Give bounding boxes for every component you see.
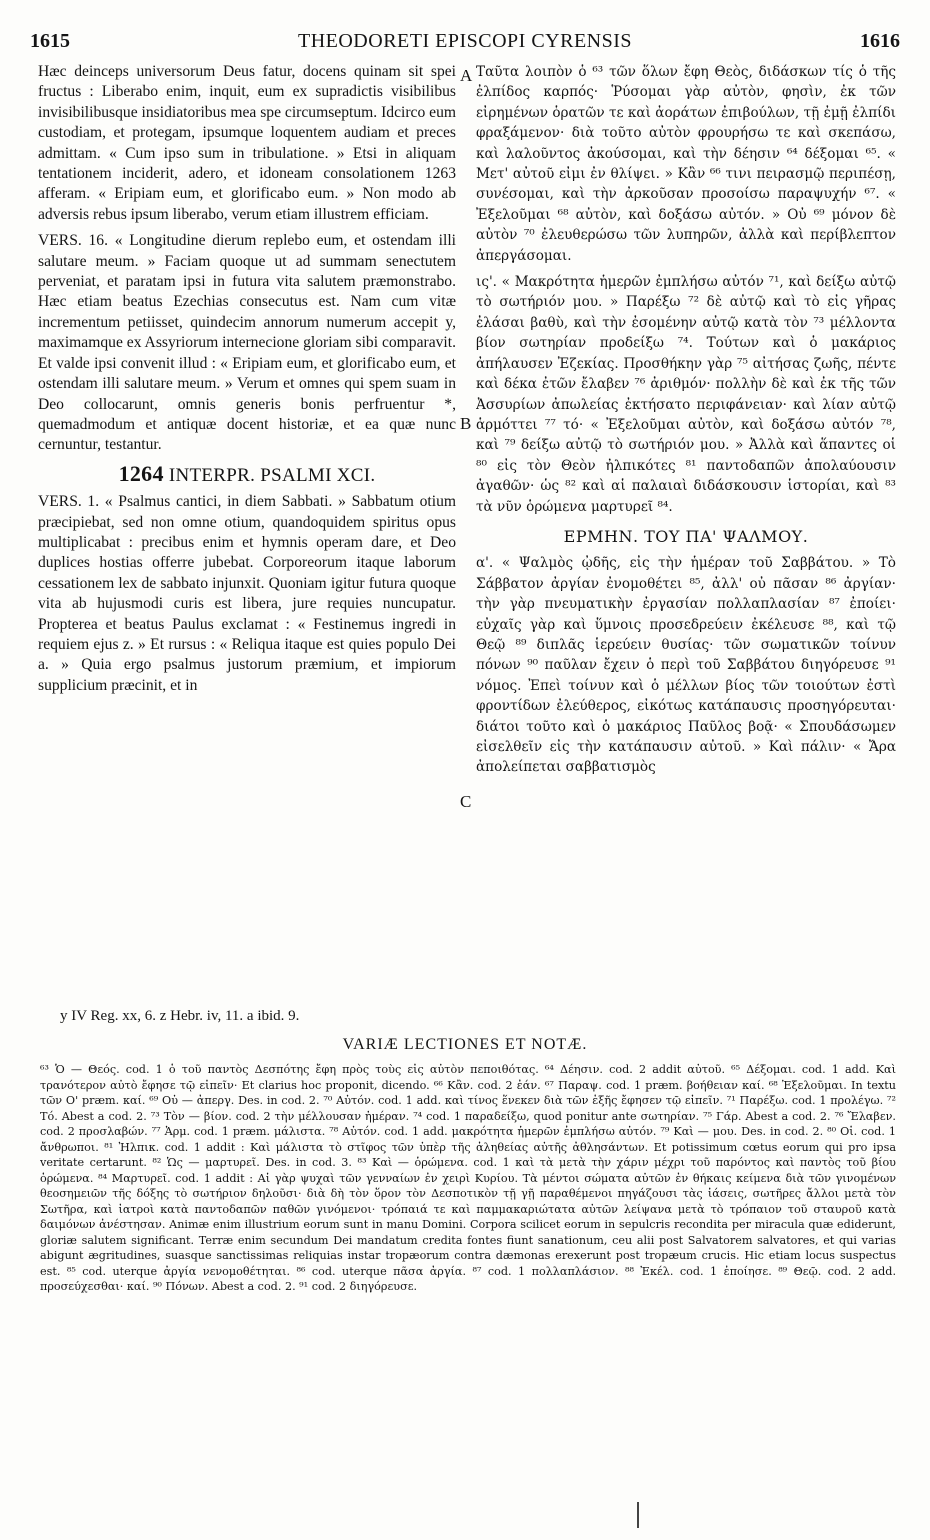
section-title: INTERPR. PSALMI XCI. [168,464,376,486]
page-number-right: 1616 [860,30,900,52]
greek-section-heading: ΕΡΜΗΝ. ΤΟΥ ΠΑ' ΨΑΛΜΟΥ. [563,526,809,546]
column-number: 1264 [118,460,164,486]
latin-paragraph: Hæc deinceps universorum Deus fatur, docens quinam sit spei fructus : Liberabo enim, inquit, eum ex supradictis visibilibus invisibilibusque insidiatoribus mea spe circumseptum. Idcirco eum custodiam, et protegam, ipsumque loquentem audiam et preces admittam. « Cum ipso sum in tribulatione. » Etsi in aliquam tentationem inciderit, adero, et idoneam consolationem 1263 afferam. « Eripiam eum, et glorificabo eum. » Non modo ab adversis rebus ipsum liberabo, verum etiam illustrem efficiam. [38,63,456,223]
margin-letter-b: B [460,414,472,433]
latin-section-heading [38,460,456,486]
page-number-left: 1615 [30,30,70,52]
margin-letter-c: C [460,792,472,811]
greek-paragraph: ις'. « Μακρότητα ἡμερῶν ἐμπλήσω αὐτόν ⁷¹, καὶ δείξω αὐτῷ τὸ σωτήριόν μου. » Παρέξω ⁷² δὲ αὐτῷ καὶ τὸ εἰς γῆρας ἐλάσαι βαθὺ, καὶ τὴν ἐσομένην αὐτῷ κατὰ τὸν ⁷³ μέλλοντα βίον σωτηρίαν προδείξω ⁷⁴. Τούτων καὶ ὁ μακάριος ἀπήλαυσεν Ἐζεκίας. Προσθήκην γὰρ ⁷⁵ αἰτήσας ζωῆς, πέντε καὶ δέκα ἐτῶν ἔλαβεν ⁷⁶ ἀριθμόν· πολλὴν δὲ καὶ ἐκ τῆς τῶν Ἀσσυρίων ἀπωλείας ἐκτήσατο περιφάνειαν· καὶ λίαν αὐτῷ ἁρμόττει ⁷⁷ τό· « Ἐξελοῦμαι αὐτὸν, καὶ δοξάσω αὐτόν ⁷⁸, καὶ ⁷⁹ δείξω αὐτῷ τὸ σωτήριόν μου. » Ἀλλὰ καὶ ἅπαντες οἱ ⁸⁰ εἰς τὸν Θεὸν ἠλπικότες ⁸¹ παντοδαπῶν ἀπολαύουσιν ἀγαθῶν· ὡς ⁸² καὶ αἱ παλαιαὶ διδάσκουσιν ἱστορίαι, καὶ ⁸³ τὰ νῦν ὁρώμενα μαρτυρεῖ ⁸⁴. [476,274,896,515]
ink-mark [636,1502,640,1528]
greek-paragraph: Ταῦτα λοιπὸν ὁ ⁶³ τῶν ὅλων ἔφη Θεὸς, διδάσκων τίς ὁ τῆς ἐλπίδος καρπός· Ῥύσομαι γὰρ αὐτὸν, φησὶν, ἐκ τῶν εἰρημένων ὁρατῶν τε καὶ ἀοράτων ἐπιβούλων, τῇ ἐμῇ ἐλπίδι φραξάμενον· διὰ τοῦτο αὐτὸν φρουρήσω τε καὶ σκεπάσω, καὶ λαλοῦντος ἀκούσομαι, καὶ τὴν δέησιν ⁶⁴ δέξομαι ⁶⁵. « Μετ' αὐτοῦ εἰμι ἐν θλίψει. » Κἂν ⁶⁶ τινι πειρασμῷ περιπέσῃ, συνέσομαι, καὶ τὴν ἀρκοῦσαν προσοίσω παραψυχήν ⁶⁷. « Ἐξελοῦμαι ⁶⁸ αὐτὸν, καὶ δοξάσω αὐτόν. » Οὐ ⁶⁹ μόνον δὲ αὐτὸν ⁷⁰ ἐλευθερώσω τῶν λυπηρῶν, ἀλλὰ καὶ περίβλεπτον ἀπεργάσομαι. [476,64,896,264]
latin-column [38,62,456,1022]
greek-column [476,62,896,1022]
running-title: THEODORETI EPISCOPI CYRENSIS [297,30,633,52]
variae-notes: ⁶³ Ὁ — Θεός. cod. 1 ὁ τοῦ παντὸς Δεσπότης ἔφη πρὸς τοὺς εἰς αὐτὸν πεποιθότας. ⁶⁴ Δέησιν. cod. 2 addit αὐτοῦ. ⁶⁵ Δέξομαι. cod. 1 add. Καὶ τρανότερον αὐτὸ ἔφησε τῷ εἰπεῖν· Et clarius hoc proponit, dicendo. ⁶⁶ Κἂν. cod. 2 ἐάν. ⁶⁷ Παραψ. cod. 1 præm. βοήθειαν καί. ⁶⁸ Ἐξελοῦμαι. In textu τῶν Ο' præm. καί. ⁶⁹ Οὐ — ἀπεργ. Des. in cod. 2. ⁷⁰ Αὐτόν. cod. 1 add. καὶ τίνος ἕνεκεν διὰ τῶν ἑξῆς ἔφησεν τῷ εἰπεῖν. ⁷¹ Παρέξω. cod. 1 προλέγω. ⁷² Τό. Abest a cod. 2. ⁷³ Τὸν — βίον. cod. 2 τὴν μέλλουσαν ἡμέραν. ⁷⁴ cod. 1 παραδείξω, quod ponitur ante σωτηρίαν. ⁷⁵ Γάρ. Abest a cod. 2. ⁷⁶ Ἔλαβεν. cod. 2 προσλαβών. ⁷⁷ Ἁρμ. cod. 1 præm. μάλιστα. ⁷⁸ Αὐτόν. cod. 1 add. μακρότητα ἡμερῶν ἐμπλήσω αὐτόν. ⁷⁹ Καὶ — μου. Des. in cod. 2. ⁸⁰ Οἱ. cod. 1 ἄνθρωποι. ⁸¹ Ἠλπικ. cod. 1 addit : Καὶ μάλιστα τὸ στῖφος τῶν ὑπὲρ τῆς ἀληθείας αὐτῆς ἀθλησάντων. Et potissimum cœtus eorum qui pro ipsa veritate certarunt. ⁸² Ὡς — μαρτυρεῖ. Des. in cod. 3. ⁸³ Καὶ — ὁρώμενα. cod. 1 καὶ τὰ μετὰ τὴν χάριν μέχρι τοῦ παρόντος καὶ παντὸς τοῦ βίου ὁρώμενα. ⁸⁴ Μαρτυρεῖ. cod. 1 addit : Αἱ γὰρ ψυχαὶ τῶν γενναίων ἐν χειρὶ Κυρίου. Τὰ μέντοι σώματα αὐτῶν ἐν θήκαις κείμενα διὰ τῶν γινομένων θεοσημειῶν τῆς δόξης τὸ σωτήριον δηλοῦσι· διὰ δὴ τὸν ὅρον τὸν Δεσποτικὸν τῇ γῇ παραθέμενοι πηγάζουσι τὰς ἰάσεις, σωτῆρες ἄλλοι μετὰ τὸν Σωτῆρα, καὶ ἰατροὶ κατὰ παντοδαπῶν παθῶν γινόμενοι· τρόπαιά τε καὶ παμμακαριώτατα αὐτῶν λείψανα μετὰ τὸ τρόπαιον τοῦ σταυροῦ κατὰ δαιμόνων ἀνέστησαν. Animæ enim illustrium eorum sunt in manu Domini. Corpora scilicet eorum in sepulcris recondita per miracula quæ ediderunt, gloriæ salutem significant. Terræ enim secundum Dei mandatum credita fontes fiunt sanationum, ceu alii post Salvatorem salvatores, et qui varias abigunt ægritudines, suasque sanctissimas reliquias instar tropæorum contra dæmonas erexerunt post tropæum crucis. Hic etiam locus suspectus est. ⁸⁵ cod. uterque ἀργία νενομοθέτηται. ⁸⁶ cod. uterque πᾶσα ἀργία. ⁸⁷ cod. 1 πολλαπλάσιον. ⁸⁸ Ἐκέλ. cod. 1 ἐποίησε. ⁸⁹ Θεῷ. cod. 2 add. προσεύχεσθαι· καί. ⁹⁰ Πόνων. Abest a cod. 2. ⁹¹ cod. 2 διηγόρευσε. [40,1063,896,1293]
variae-heading: VARIÆ LECTIONES ET NOTÆ. [342,1036,588,1053]
page-header [30,30,900,58]
greek-paragraph: α'. « Ψαλμὸς ᾠδῆς, εἰς τὴν ἡμέραν τοῦ Σαββάτου. » Τὸ Σάββατον ἀργίαν ἐνομοθέτει ⁸⁵, ἀλλ' οὐ πᾶσαν ⁸⁶ ἀργίαν· τὴν γὰρ πνευματικὴν ἐργασίαν πολλαπλασίαν ⁸⁷ ἐποίει· εὐχαῖς γὰρ καὶ ὕμνοις προσεδρεύειν ἐκέλευσε ⁸⁸, καὶ τῷ Θεῷ ⁸⁹ διπλᾶς ἱερεύειν θυσίας· τῶν σωματικῶν τοίνυν πόνων ⁹⁰ παῦλαν ἔχειν ὁ περὶ τοῦ Σαββάτου διηγόρευσε ⁹¹ νόμος. Ἐπεὶ τοίνυν καὶ ὁ μέλλων βίος τῶν τοιούτων ἐστὶ φροντίδων ἐλεύθερος, εἰκότως κατάπαυσις προσηγόρευται· διάτοι τοῦτο καὶ ὁ μακάριος Παῦλος βοᾷ· « Σπουδάσωμεν εἰσελθεῖν εἰς τὴν κατάπαυσιν αὐτοῦ. » Καὶ πάλιν· « Ἄρα ἀπολείπεται σαββατισμὸς [476,555,896,776]
scripture-footnotes: y IV Reg. xx, 6. z Hebr. iv, 11. a ibid. 9. [60,1008,300,1024]
margin-letter-a: A [460,66,473,85]
latin-paragraph: VERS. 1. « Psalmus cantici, in diem Sabbati. » Sabbatum otium præcipiebat, sed non omne otium, quandoquidem spiritus opus multiplicabat : precibus enim et hymnis operam dare, et Deo duplices hostias offerre jubebat. Corporeorum itaque laborum cessationem lex de sabbato injunxit. Quoniam igitur futura quoque vita ab hujusmodi curis est libera, jure requies nuncupatur. Propterea et beatus Paulus exclamat : « Festinemus ingredi in requiem ejus z. » Et rursus : « Reliqua itaque est quies populo Dei a. » Quia ergo psalmus justorum præmium, et impiorum supplicium præcinit, et in [38,493,456,694]
latin-paragraph: VERS. 16. « Longitudine dierum replebo eum, et ostendam illi salutare meum. » Faciam quoque ut ad summam senectutem perveniat, et paratam ipsi in futura vita salutem præmonstrabo. Hæc etiam beatus Ezechias consecutus est. Nam cum vitæ incrementum petiisset, quindecim annorum numerum accepit y, maximamque ex Assyriorum internecione gloriam sibi comparavit. Et valde ipsi convenit illud : « Eripiam eum, et glorificabo eum, et ostendam illi salutare meum. » Verum et omnes qui spem suam in Deo collocarunt, omnis generis bonis perfruentur *, quemadmodum et antiquæ docent historiæ, et ea quæ nunc cernuntur, testantur. [38,232,456,454]
